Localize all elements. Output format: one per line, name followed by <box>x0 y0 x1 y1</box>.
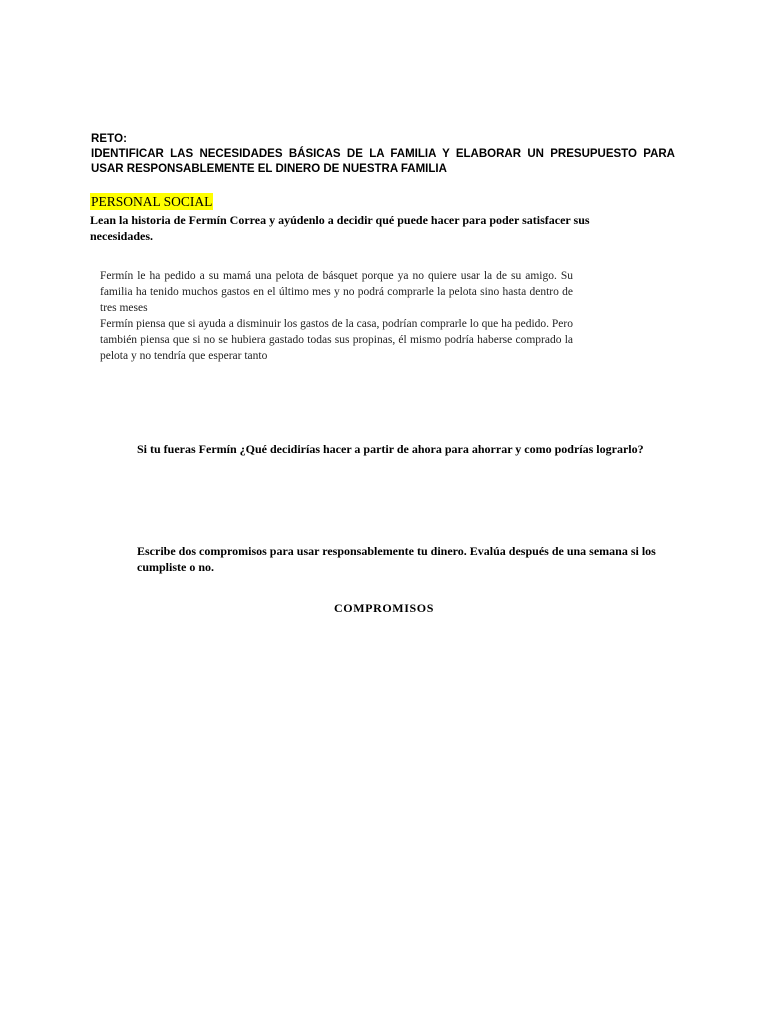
story-paragraph: Fermín le ha pedido a su mamá una pelota de básquet porque ya no quiere usar la de su amigo. Su familia ha tenido muchos gastos en el último mes y no podrá comprarle la pelota sino hasta dentro de tres meses <box>100 270 573 314</box>
compromisos-title: COMPROMISOS <box>334 601 434 615</box>
section-title: PERSONAL SOCIAL <box>91 194 213 209</box>
instruction-text: Lean la historia de Fermín Correa y ayúdenlo a decidir qué puede hacer para poder satisfacer sus necesidades. <box>90 213 590 243</box>
reto-text: IDENTIFICAR LAS NECESIDADES BÁSICAS DE LA FAMILIA Y ELABORAR UN PRESUPUESTO PARA USAR RESPONSABLEMENTE EL DINERO DE NUESTRA FAMILIA <box>91 148 675 175</box>
question-text: Si tu fueras Fermín ¿Qué decidirías hacer a partir de ahora para ahorrar y como podrías lograrlo? <box>137 442 644 456</box>
story-paragraph: Fermín piensa que si ayuda a disminuir los gastos de la casa, podrían comprarle lo que ha pedido. Pero también piensa que si no se hubiera gastado todas sus propinas, él mismo podría haberse comprado la pelota y no tendría que esperar tanto <box>100 318 573 362</box>
reto-label: RETO: <box>91 133 128 145</box>
question-text: Escribe dos compromisos para usar responsablemente tu dinero. Evalúa después de una semana si los cumpliste o no. <box>137 544 656 574</box>
